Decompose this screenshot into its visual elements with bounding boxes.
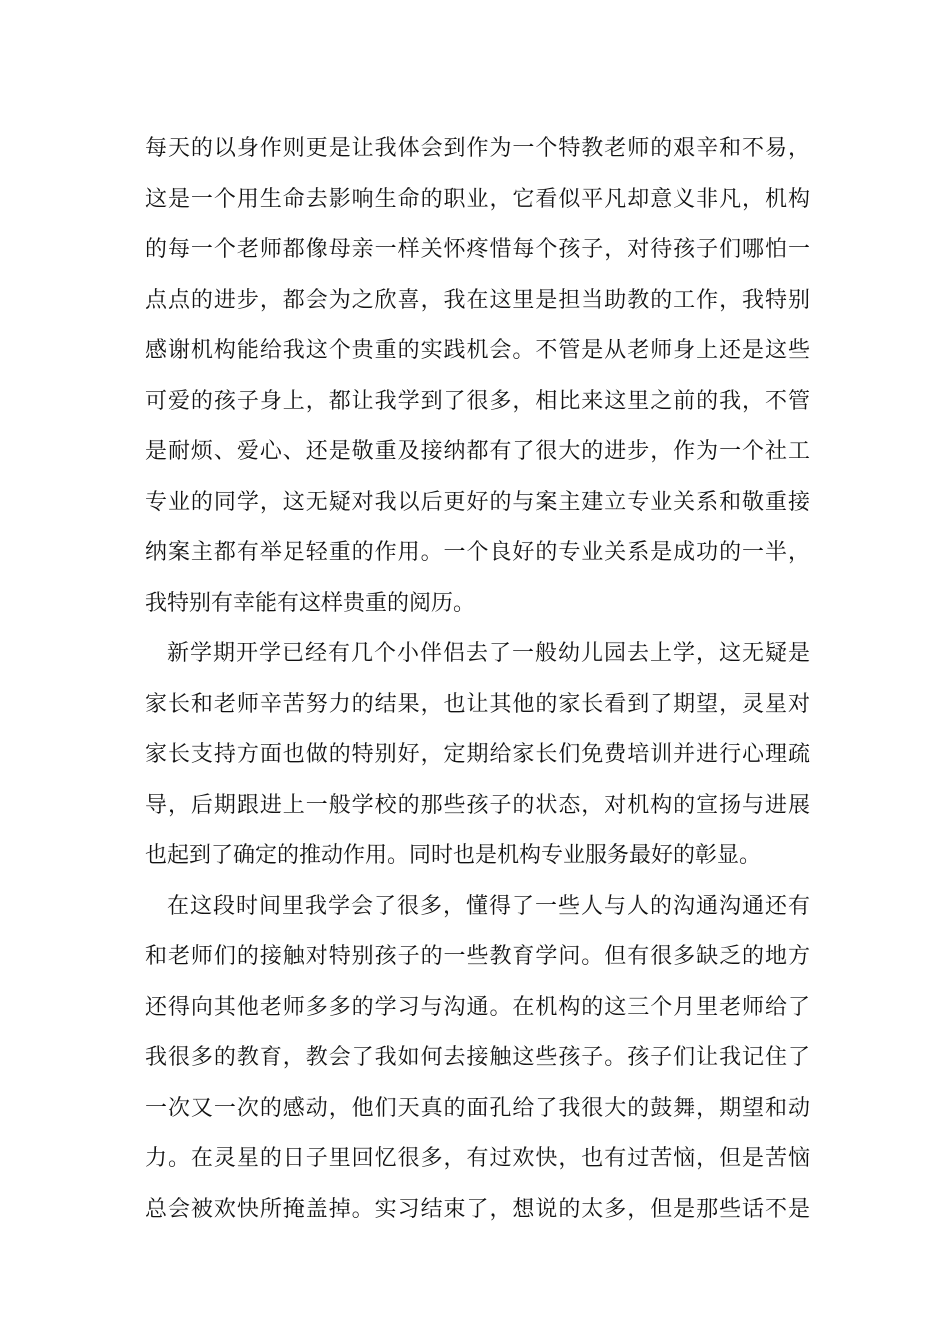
- text-line: 和老师们的接触对特别孩子的一些教育学问。但有很多缺乏的地方: [145, 944, 810, 969]
- text-line: 力。在灵星的日子里回忆很多，有过欢快，也有过苦恼，但是苦恼: [145, 1146, 810, 1171]
- text-line: 这是一个用生命去影响生命的职业，它看似平凡却意义非凡，机构: [145, 186, 810, 212]
- text-line: 一次又一次的感动，他们天真的面孔给了我很大的鼓舞，期望和动: [145, 1095, 810, 1121]
- text-line: 点点的进步，都会为之欣喜，我在这里是担当助教的工作，我特别: [145, 287, 810, 313]
- text-line: 每天的以身作则更是让我体会到作为一个特教老师的艰辛和不易，: [145, 136, 810, 161]
- text-line: 总会被欢快所掩盖掉。实习结束了，想说的太多，但是那些话不是: [145, 1196, 810, 1222]
- text-line: 导，后期跟进上一般学校的那些孩子的状态，对机构的宣扬与进展: [145, 792, 810, 818]
- text-line: 在这段时间里我学会了很多，懂得了一些人与人的沟通沟通还有: [167, 893, 810, 919]
- text-line: 还得向其他老师多多的学习与沟通。在机构的这三个月里老师给了: [145, 994, 810, 1020]
- text-line: 感谢机构能给我这个贵重的实践机会。不管是从老师身上还是这些: [145, 338, 810, 363]
- text-line: 纳案主都有举足轻重的作用。一个良好的专业关系是成功的一半，: [145, 540, 810, 565]
- text-line: 我很多的教育，教会了我如何去接触这些孩子。孩子们让我记住了: [145, 1045, 810, 1070]
- text-line: 的每一个老师都像母亲一样关怀疼惜每个孩子，对待孩子们哪怕一: [145, 237, 810, 262]
- text-line: 可爱的孩子身上，都让我学到了很多，相比来这里之前的我，不管: [145, 388, 810, 414]
- text-line: 家长支持方面也做的特别好，定期给家长们免费培训并进行心理疏: [145, 742, 810, 767]
- text-line: 专业的同学，这无疑对我以后更好的与案主建立专业关系和敬重接: [145, 489, 810, 515]
- text-line: 新学期开学已经有几个小伴侣去了一般幼儿园去上学，这无疑是: [167, 641, 810, 666]
- body-text: [145, 124, 810, 1235]
- text-line: 我特别有幸能有这样贵重的阅历。: [145, 590, 476, 616]
- text-line: 也起到了确定的推动作用。同时也是机构专业服务最好的彰显。: [145, 843, 762, 868]
- text-line: 家长和老师辛苦努力的结果，也让其他的家长看到了期望，灵星对: [145, 691, 810, 717]
- text-line: 是耐烦、爱心、还是敬重及接纳都有了很大的进步，作为一个社工: [145, 439, 810, 464]
